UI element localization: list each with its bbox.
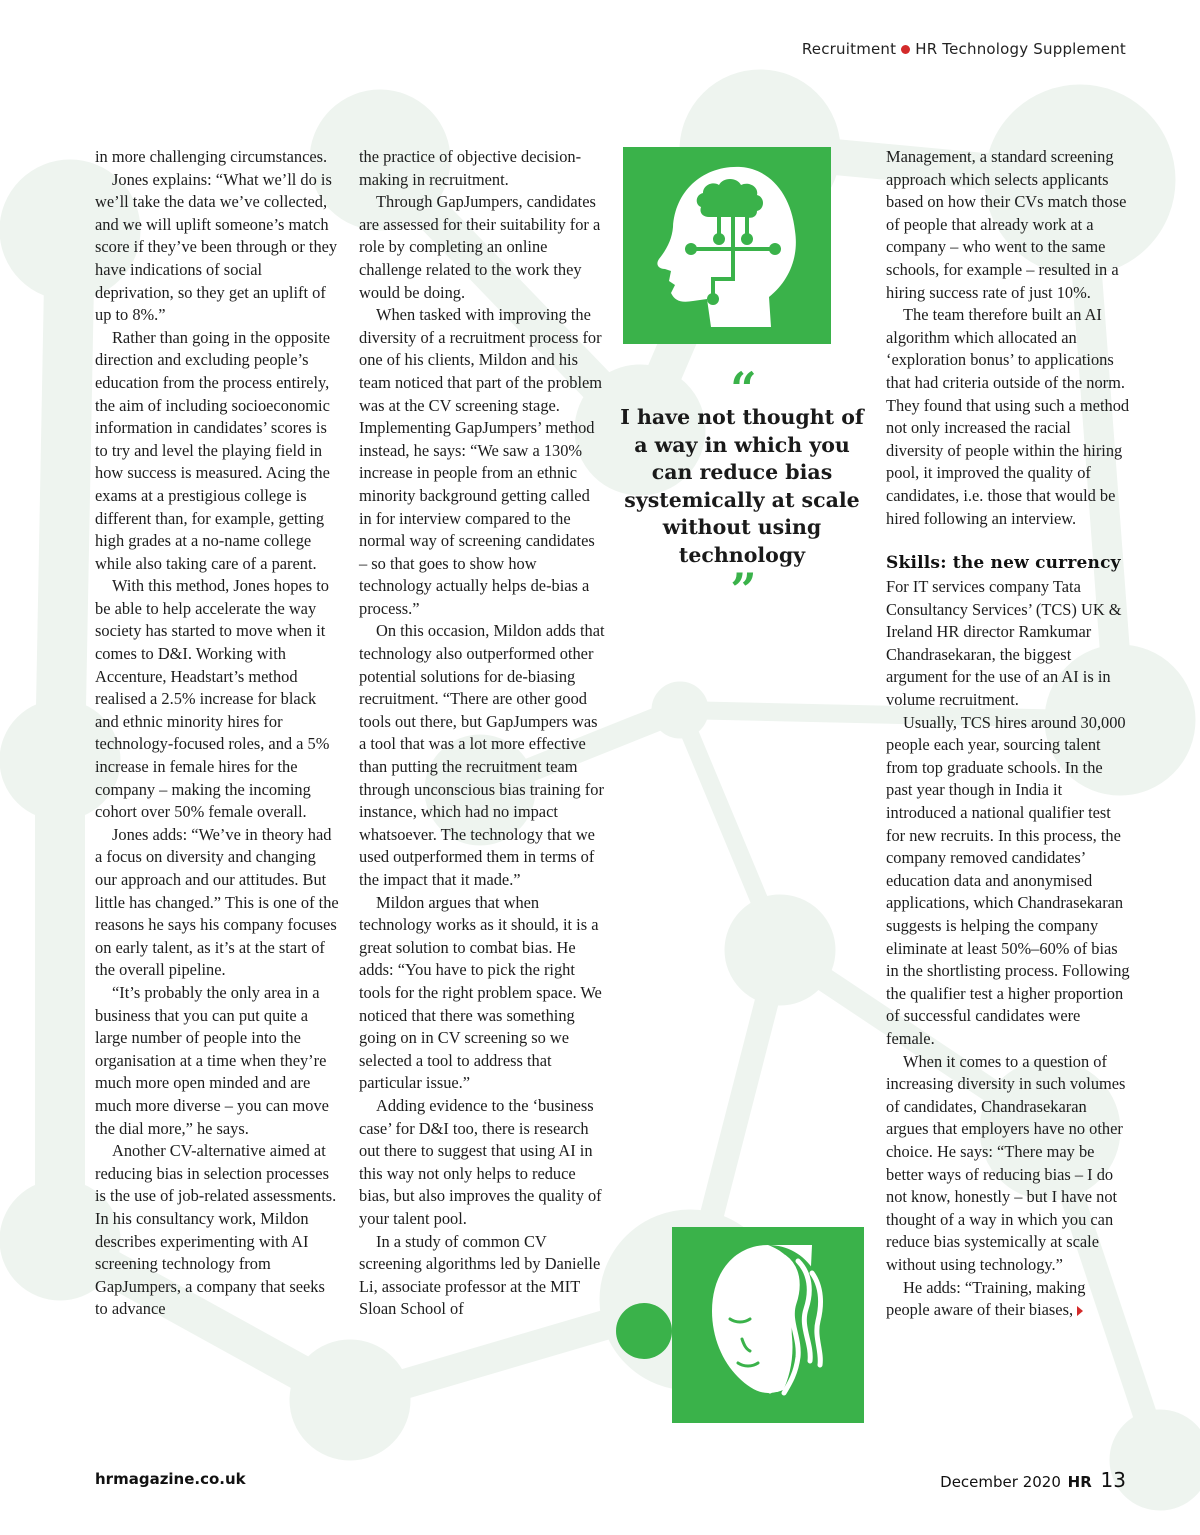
- paragraph: Adding evidence to the ‘business case’ for D&I too, there is research out there to suggest that using AI in this way not only helps to reduce bias, but also improves the quality of your talent pool.: [359, 1095, 602, 1228]
- paragraph: Jones explains: “What we’ll do is we’ll take the data we’ve collected, and we will uplift someone’s match score if they’ve been through or they have indications of social deprivation, so they get an uplift of up to 8%.”: [95, 169, 338, 325]
- magazine-name: HR: [1067, 1473, 1092, 1491]
- running-header: [802, 40, 1126, 58]
- paragraph: in more challenging circumstances.: [95, 147, 328, 166]
- paragraph: When tasked with improving the diversity of a recruitment process for one of his clients, Mildon and his team noticed that part of the problem was at the CV screening stage. Implementing GapJumpers’ method instead, he says: “We saw a 130% increase in people from an ethnic minority background getting called in for interview compared to the normal way of screening candidates – so that goes to show how technology actually helps de-bias a process.”: [359, 305, 603, 618]
- article-column-1: [95, 146, 341, 1321]
- head-with-cloud-circuit-icon: [623, 147, 831, 344]
- paragraph: Rather than going in the opposite direction and excluding people’s education from the process entirely, the aim of including socioeconomic information in candidates’ scores is to try and level the playing field in how success is measured. Acing the exams at a prestigious college is different than, for example, getting high grades at a no-name college while also taking care of a parent.: [95, 327, 331, 573]
- paragraph: The team therefore built an AI algorithm which allocated an ‘exploration bonus’ to applications that had criteria outside of the norm. They found that using such a method not only increased the racial diversity of people within the hiring pool, it improved the quality of candidates, i.e. those that would be hired following an interview.: [886, 305, 1130, 528]
- paragraph: With this method, Jones hopes to be able to help accelerate the way society has started to move when it comes to D&I. Working with Accenture, Headstart’s method realised a 2.5% increase for black and ethnic minority hires for technology-focused roles, and a 5% increase in female hires for the company – making the incoming cohort over 50% female overall.: [95, 576, 330, 822]
- face-with-circuit-lines-icon: [672, 1227, 864, 1423]
- paragraph: On this occasion, Mildon adds that technology also outperformed other potential solutions for de-biasing recruitment. “There are other good tools out there, but GapJumpers was a tool that was a lot more effective than putting the recruitment team through unconscious bias training for instance, which had no impact whatsoever. The technology that we used outperformed them in terms of the impact that it made.”: [359, 621, 605, 889]
- paragraph: the practice of objective decision-making in recruitment.: [359, 147, 582, 189]
- section-subheading: Skills: the new currency: [886, 553, 1121, 574]
- paragraph: Mildon argues that when technology works as it should, it is a great solution to combat bias. He adds: “You have to pick the right tools for the right problem space. We noticed that there was something going on in CV screening so we selected a tool to address that particular issue.”: [359, 892, 602, 1093]
- footer-issue: [940, 1468, 1126, 1492]
- header-section: Recruitment: [801, 40, 897, 58]
- paragraph: When it comes to a question of increasing diversity in such volumes of candidates, Chandrasekaran argues that employers have no other choice. He says: “There may be better ways of reducing bias – I do not know, honestly – but I have not thought of a way in which you can reduce bias systemically at scale without using technology.”: [886, 1051, 1126, 1274]
- pull-quote: [618, 362, 866, 617]
- paragraph: Jones adds: “We’ve in theory had a focus on diversity and changing our approach and our attitudes. But little has changed.” This is one of the reasons he says his company focuses on early talent, as it’s at the start of the overall pipeline.: [95, 824, 339, 980]
- article-column-4: [886, 146, 1132, 1322]
- puzzle-knob-icon: [614, 1300, 676, 1362]
- open-quote-icon: “: [730, 362, 754, 416]
- pull-quote-text: I have not thought of a way in which you can reduce bias systemically at scale without using technology: [620, 405, 864, 567]
- close-quote-icon: ”: [730, 563, 754, 617]
- paragraph-last: [886, 1277, 1132, 1322]
- continue-arrow-icon: [1077, 1306, 1083, 1316]
- paragraph: Through GapJumpers, candidates are assessed for their suitability for a role by completing an online challenge related to the work they would be doing.: [359, 192, 601, 302]
- header-supplement: HR Technology Supplement: [915, 40, 1126, 58]
- paragraph: In a study of common CV screening algorithms led by Danielle Li, associate professor at the MIT Sloan School of: [359, 1231, 601, 1319]
- page-number: 13: [1100, 1468, 1126, 1492]
- bullet-dot-icon: [901, 45, 910, 54]
- issue-date: December 2020: [940, 1473, 1061, 1491]
- paragraph-text: He adds: “Training, making people aware of their biases,: [886, 1277, 1086, 1320]
- paragraph: “It’s probably the only area in a business that you can put quite a large number of people into the organisation at a time when they’re much more open minded and are much more diverse – you can move the dial more,” he says.: [95, 982, 329, 1138]
- paragraph: Usually, TCS hires around 30,000 people each year, sourcing talent from top graduate schools. In the past year though in India it introduced a national qualifier test for new recruits. In this process, the company removed candidates’ education data and anonymised applications, which Chandrasekaran suggests is helping the company eliminate at least 50%–60% of bias in the shortlisting process. Following the qualifier test a higher proportion of successful candidates were female.: [886, 712, 1130, 1048]
- footer-website: hrmagazine.co.uk: [95, 1470, 246, 1488]
- paragraph: Management, a standard screening approach which selects applicants based on how their CVs match those of people that already work at a company – who went to the same schools, for example – resulted in a hiring success rate of just 10%.: [886, 147, 1127, 302]
- paragraph: For IT services company Tata Consultancy Services’ (TCS) UK & Ireland HR director Ramkumar Chandrasekaran, the biggest argument for the use of an AI is in volume recruitment.: [886, 577, 1122, 710]
- article-column-2: [359, 146, 605, 1321]
- paragraph: Another CV-alternative aimed at reducing bias in selection processes is the use of job-related assessments. In his consultancy work, Mildon describes experimenting with AI screening technology from GapJumpers, a company that seeks to advance: [95, 1141, 337, 1319]
